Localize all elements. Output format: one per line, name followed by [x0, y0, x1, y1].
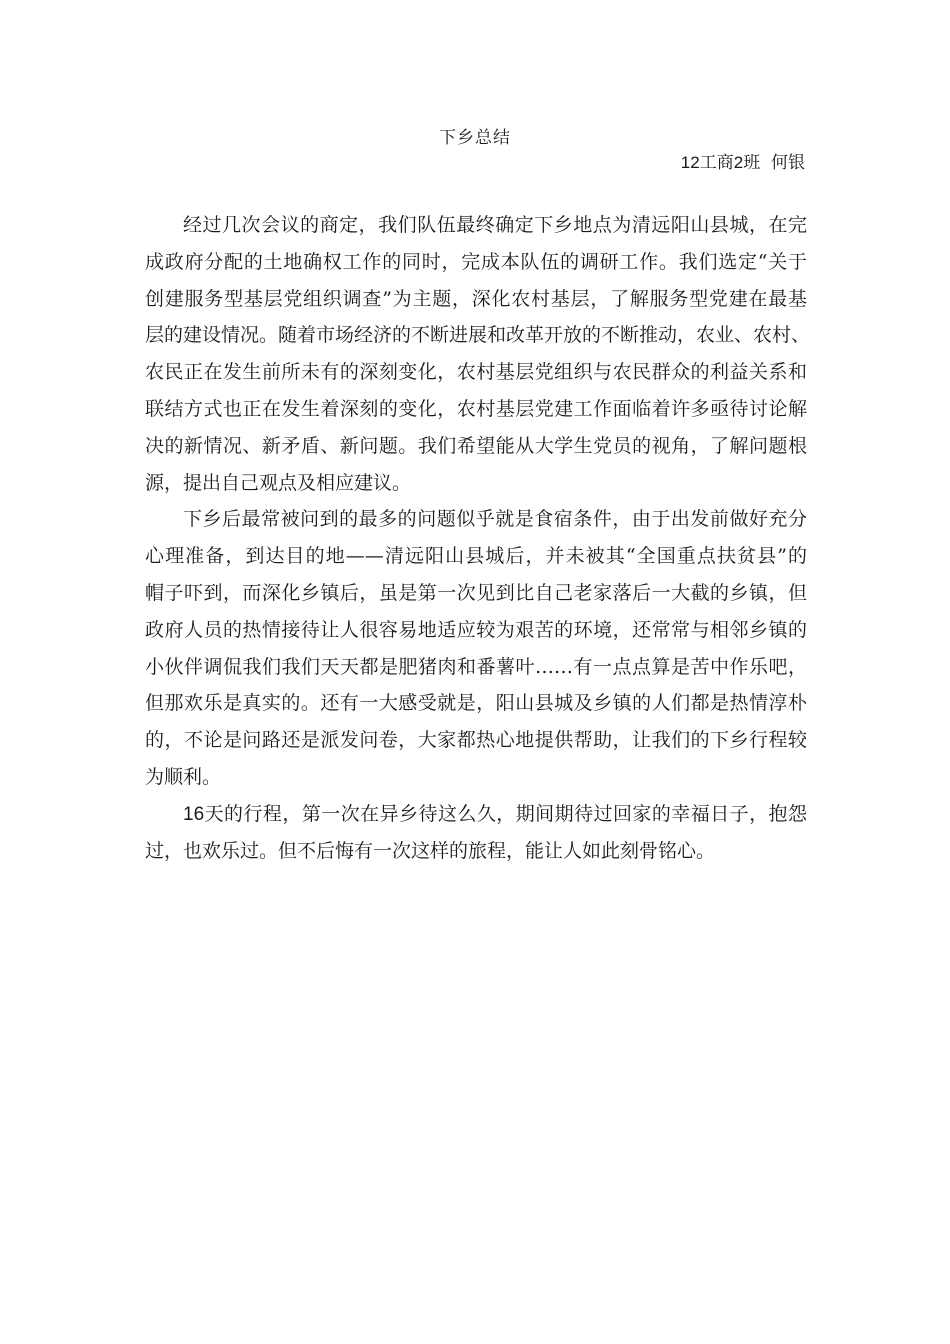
- paragraph-line: 下乡后最常被问到的最多的问题似乎就是食宿条件，由于出发前做好充分: [183, 508, 807, 531]
- paragraph-line: 层的建设情况。随着市场经济的不断进展和改革开放的不断推动，农业、农村、: [145, 324, 811, 347]
- class-number: 2: [733, 153, 744, 172]
- paragraph-1: [145, 207, 811, 501]
- paragraph-line: 农民正在发生前所未有的深刻变化，农村基层党组织与农民群众的利益关系和: [145, 361, 807, 384]
- paragraph-2: [145, 501, 807, 795]
- paragraph-line: 帽子吓到，而深化乡镇后，虽是第一次见到比自己老家落后一大截的乡镇，但: [145, 581, 807, 604]
- paragraph-3: [145, 796, 807, 870]
- paragraph-line: 但那欢乐是真实的。还有一大感受就是，阳山县城及乡镇的人们都是热情淳朴: [145, 692, 807, 715]
- duration-number: 16: [183, 803, 205, 825]
- class-year: 12: [680, 153, 700, 172]
- author-line: [681, 151, 805, 175]
- paragraph-line: 成政府分配的土地确权工作的同时，完成本队伍的调研工作。我们选定“关于: [145, 250, 807, 273]
- paragraph-line: 心理准备，到达目的地——清远阳山县城后，并未被其“全国重点扶贫县”的: [145, 545, 807, 568]
- paragraph-line: [145, 796, 807, 833]
- author-name: 何银: [771, 153, 805, 173]
- paragraph-line: 源，提出自己观点及相应建议。: [145, 471, 412, 494]
- class-suffix: 班: [743, 153, 761, 173]
- paragraph-line: 政府人员的热情接待让人很容易地适应较为艰苦的环境，还常常与相邻乡镇的: [145, 618, 807, 641]
- paragraph-line: 过，也欢乐过。但不后悔有一次这样的旅程，能让人如此刻骨铭心。: [145, 839, 716, 862]
- paragraph-line: 创建服务型基层党组织调查”为主题，深化农村基层，了解服务型党建在最基: [145, 287, 807, 310]
- paragraph-line-text: 天的行程，第一次在异乡待这么久，期间期待过回家的幸福日子，抱怨: [204, 802, 807, 825]
- paragraph-line: 小伙伴调侃我们我们天天都是肥猪肉和番薯叶……有一点点算是苦中作乐吧，: [145, 655, 807, 678]
- paragraph-line: 联结方式也正在发生着深刻的变化，农村基层党建工作面临着许多亟待讨论解: [145, 397, 807, 420]
- paragraph-line: 为顺利。: [145, 765, 222, 788]
- body-text: [145, 207, 811, 869]
- paragraph-line: 经过几次会议的商定，我们队伍最终确定下乡地点为清远阳山县城，在完: [183, 214, 807, 236]
- class-major: 工商: [699, 153, 734, 173]
- document-title: 下乡总结: [439, 128, 511, 148]
- paragraph-line: 的，不论是问路还是派发问卷，大家都热心地提供帮助，让我们的下乡行程较: [145, 729, 807, 752]
- paragraph-line: 决的新情况、新矛盾、新问题。我们希望能从大学生党员的视角，了解问题根: [145, 434, 807, 457]
